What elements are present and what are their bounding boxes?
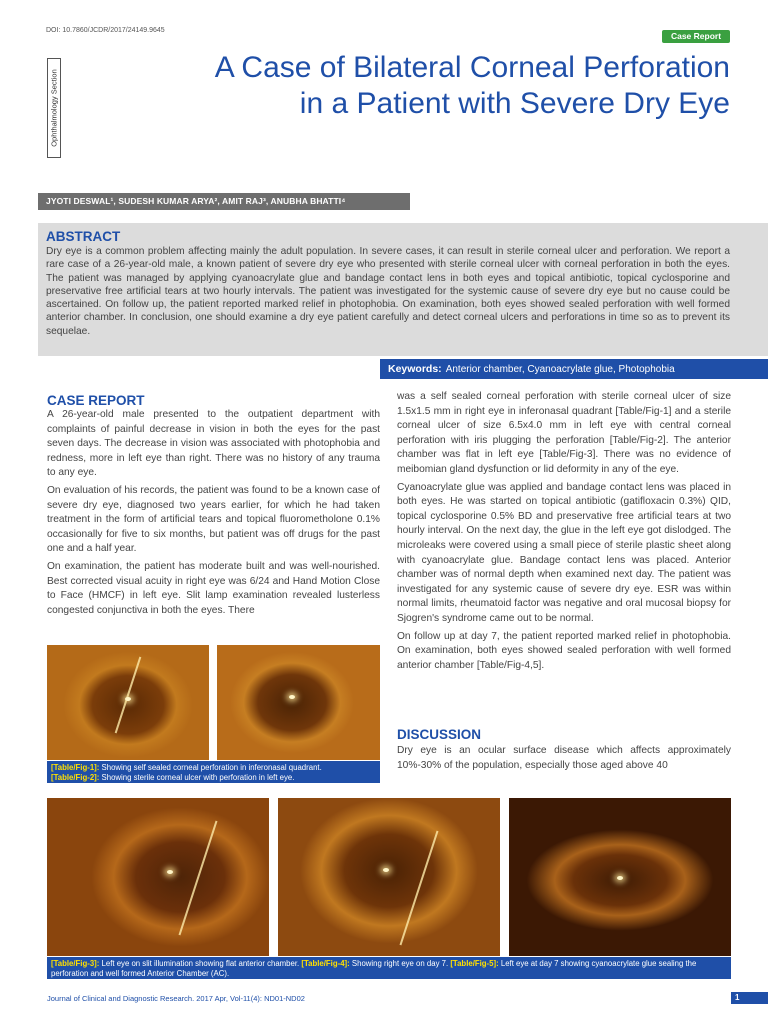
paragraph: was a self sealed corneal perforation with sterile corneal ulcer of size 1.5x1.5 mm in right eye in inferonasal quadrant [Table/Fig-1] and a sterile corneal ulcer of size 6.5x4.0 mm in left eye with central corneal perforation with iris plugging the perforation [Table/Fig-2]. The anterior chamber was flat in left eye [Table/Fig-3]. There was no evidence of meibomian gland dysfunction or lid deformity in any of the eye. [397,391,731,475]
paragraph: On follow up at day 7, the patient reported marked relief in photophobia. On examination, both eyes showed sealed perforation with well formed anterior chamber [Table/Fig-4,5]. [397,630,731,671]
case-report-heading: CASE REPORT [47,393,145,408]
figure-2-image [217,645,380,760]
doi: DOI: 10.7860/JCDR/2017/24149.9645 [46,27,165,34]
figure-1-2-caption [47,761,380,783]
keywords-label: Keywords: [388,363,442,375]
abstract-heading: ABSTRACT [46,229,121,244]
light-reflex [289,695,295,699]
journal-footer: Journal of Clinical and Diagnostic Research. 2017 Apr, Vol-11(4): ND01-ND02 [47,994,305,1003]
slit-beam [115,657,142,734]
slit-beam [400,831,439,946]
article-title: A Case of Bilateral Corneal Perforation in a Patient with Severe Dry Eye [214,51,730,120]
left-column [47,408,380,621]
keywords-text: Anterior chamber, Cyanoacrylate glue, Photophobia [445,364,675,375]
paragraph: A 26-year-old male presented to the outpatient department with complaints of painful decrease in vision in both the eyes for the past seven days. The decrease in vision was associated with photophobia and redness, more in left eye than right. There was no history of any trauma to any eye. [47,409,380,479]
caption-text: Showing self sealed corneal perforation in inferonasal quadrant. [101,763,322,772]
paragraph: On evaluation of his records, the patient was found to be a known case of severe dry eye, diagnosed two years earlier, for which he had taken treatment in the form of artificial tears and topical fluorometholone 0.1% occasionally for five to six months, but patient was off drugs for the past one and a half year. [47,484,380,555]
caption-label: [Table/Fig-4]: [301,959,350,968]
slit-beam [179,821,218,936]
light-reflex [617,876,623,880]
section-label: Ophthalmology Section [49,69,59,147]
caption-text: Left eye at day 7 showing cyanoacrylate glue sealing the perforation and well formed Anterior Chamber (AC). [51,959,697,978]
caption-label: [Table/Fig-3]: [51,959,100,968]
paragraph: Dry eye is an ocular surface disease which affects approximately 10%-30% of the population, especially those aged above 40 [397,745,731,771]
caption-label: [Table/Fig-1]: [51,763,100,772]
caption-text: Showing right eye on day 7. [351,959,449,968]
paragraph: On examination, the patient has moderate built and was well-nourished. Best corrected visual acuity in right eye was 6/24 and Hand Motion Close to Face (HMCF) in left eye. Slit lamp examination revealed lusterless congested conjunctiva in both the eyes. There [47,560,380,616]
authors-bar: JYOTI DESWAL¹, SUDESH KUMAR ARYA², AMIT RAJ³, ANUBHA BHATTI⁴ [38,193,410,210]
figure-3-4-5-caption [47,957,731,979]
caption-text: Showing sterile corneal ulcer with perforation in left eye. [101,772,295,782]
abstract-box [38,223,768,356]
page-number: 1 [731,992,768,1004]
caption-label: [Table/Fig-2]: [51,772,100,782]
abstract-text: Dry eye is a common problem affecting mainly the adult population. In severe cases, it can result in sterile corneal ulcer and perforation. We report a rare case of a 26-year-old male, a known patient of severe dry eye who presented with sterile corneal ulcer with corneal perforation in both the eyes. The patient was managed by applying cyanoacrylate glue and bandage contact lens in both eyes and topical antibiotic, topical cyclosporine and preservative free artificial tears at two hourly intervals. The patient was investigated for the systemic cause of severe dry eye but no cause could be ascertained. On follow up, the patient reported marked relief in photophobia. On examination, both eyes showed sealed perforation with well formed anterior chamber. In conclusion, one should examine a dry eye patient carefully and detect corneal ulcers and perforations in time so as to prevent its sequelae. [46,246,730,337]
discussion-heading: DISCUSSION [397,727,482,742]
section-tab [47,58,61,158]
light-reflex [167,870,173,874]
figure-4-image [278,798,500,956]
caption-text: Left eye on slit illumination showing flat anterior chamber. [101,959,300,968]
paragraph: Cyanoacrylate glue was applied and bandage contact lens was placed in both eyes. He was started on topical antibiotic (gatifloxacin 0.3%) QID, topical cyclosporine 0.5% BD and preservative free artificial tears at two hourly interval. On the next day, the glue in the left eye got dislodged. The microleaks were covered using a small piece of sterile plastic sheet along with cyanoacrylate glue. Bandage contact lens was placed. Anterior chamber was of normal depth when examined next day. The patient was investigated for any systemic cause of severe dry eye. ESR was within normal limits, rheumatoid factor was negative and oral mucosal biopsy for Sjogren's syndrome came out to be normal. [397,481,731,624]
discussion-column [397,744,731,776]
light-reflex [125,697,131,701]
light-reflex [383,868,389,872]
article-type-badge: Case Report [662,30,730,43]
caption-label: [Table/Fig-5]: [450,959,499,968]
right-column [397,390,731,676]
figure-5-image [509,798,731,956]
keywords-bar [380,359,768,379]
figure-3-image [47,798,269,956]
figure-1-image [47,645,209,760]
